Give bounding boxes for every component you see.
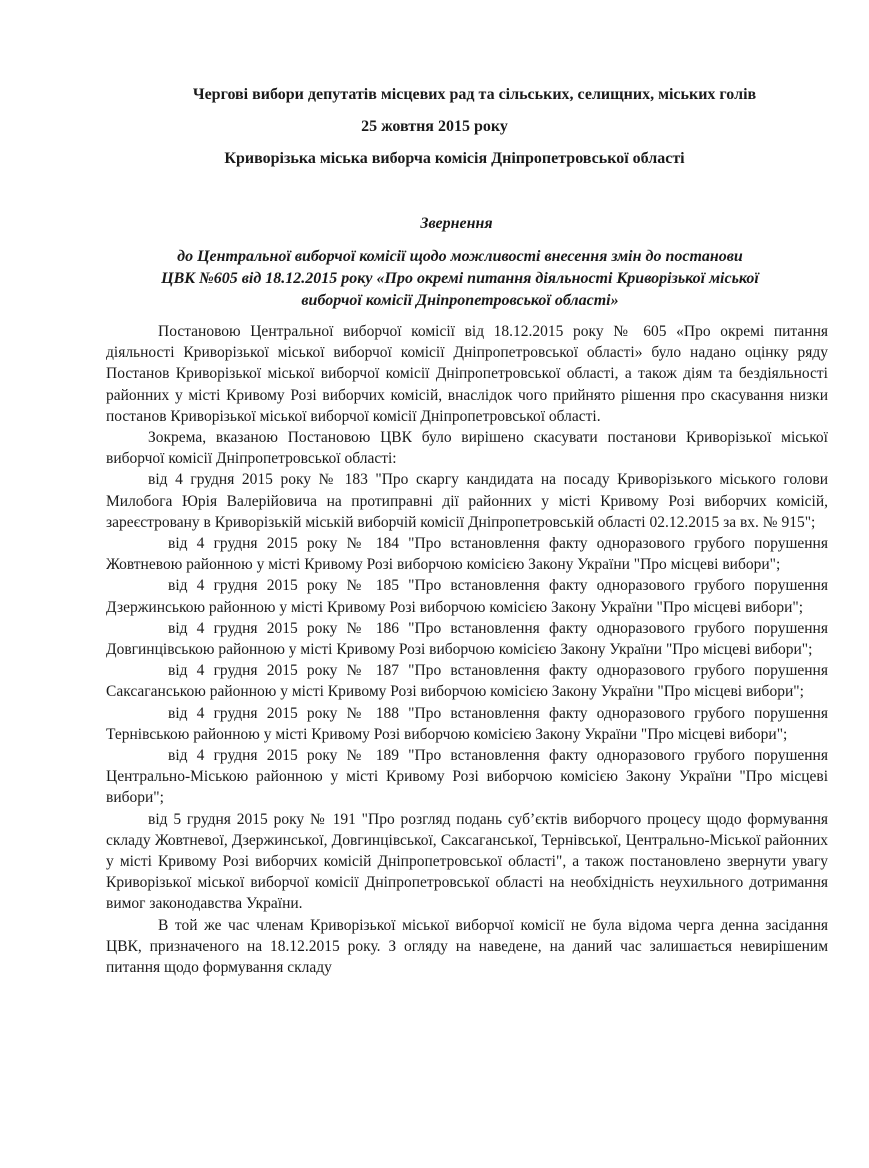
subject-line: ЦВК №605 від 18.12.2015 року «Про окремі питання діяльності Криворізької міської	[161, 270, 759, 287]
election-date: 25 жовтня 2015 року	[361, 118, 508, 135]
list-item: від 4 грудня 2015 року № 187 "Про встановлення факту одноразового грубого порушення Саксаганською районною у місті Кривому Розі виборчою комісією Закону України "Про місцеві вибори";	[106, 662, 828, 701]
paragraph: Зокрема, вказаною Постановою ЦВК було вирішено скасувати постанови Криворізької міської виборчої комісії Дніпропетровської області:	[106, 429, 828, 468]
paragraph: В той же час членам Криворізької міської виборчої комісії не була відома черга денна засідання ЦВК, призначеного на 18.12.2015 року. З огляду на наведене, на даний час залишається невирішеним питання щодо формування складу	[106, 916, 828, 977]
list-item: від 4 грудня 2015 року № 184 "Про встановлення факту одноразового грубого порушення Жовтневою районною у місті Кривому Розі виборчою комісією Закону України "Про місцеві вибори";	[106, 535, 828, 574]
subject-line: виборчої комісії Дніпропетровської області»	[301, 292, 619, 309]
election-title: Чергові вибори депутатів місцевих рад та сільських, селищних, міських голів	[192, 86, 757, 103]
commission-name: Криворізька міська виборча комісія Дніпропетровської області	[224, 150, 685, 167]
list-item: від 4 грудня 2015 року № 188 "Про встановлення факту одноразового грубого порушення Тернівською районною у місті Кривому Розі виборчою комісією Закону України "Про місцеві вибори";	[106, 704, 828, 743]
document-subject	[90, 246, 830, 312]
list-item: від 4 грудня 2015 року № 183 "Про скаргу кандидата на посаду Криворізького міського голови Милобога Юрія Валерійовича на протиправні дії районних у місті Кривому Розі виборчих комісій, зареєстровану в Криворізькій міській виборчій комісії Дніпропетровській області 02.12.2015 за вх. № 915";	[106, 471, 828, 531]
list-item: від 4 грудня 2015 року № 185 "Про встановлення факту одноразового грубого порушення Дзержинською районною у місті Кривому Розі виборчою комісією Закону України "Про місцеві вибори";	[106, 577, 828, 616]
list-item: від 4 грудня 2015 року № 186 "Про встановлення факту одноразового грубого порушення Довгинцівською районною у місті Кривому Розі виборчою комісією Закону України "Про місцеві вибори";	[106, 619, 828, 659]
subject-line: до Центральної виборчої комісії щодо можливості внесення змін до постанови	[177, 248, 743, 265]
list-item: від 5 грудня 2015 року № 191 "Про розгляд подань суб’єктів виборчого процесу щодо формування складу Жовтневої, Дзержинської, Довгинцівської, Саксаганської, Тернівської, Центрально-Міської районних у місті Кривому Розі виборчих комісій Дніпропетровської області", а також постановлено звернути увагу Криворізької міської виборчої комісії Дніпропетровської області на необхідність неухильного дотримання вимог законодавства України.	[106, 810, 828, 913]
list-item: від 4 грудня 2015 року № 189 "Про встановлення факту одноразового грубого порушення Центрально-Міською районною у місті Кривому Розі виборчою комісією Закону України "Про місцеві вибори";	[106, 747, 828, 807]
document-title: Звернення	[420, 215, 493, 232]
document-body	[106, 321, 828, 978]
paragraph: Постановою Центральної виборчої комісії від 18.12.2015 року № 605 «Про окремі питання діяльності Криворізької міської виборчої комісії Дніпропетровської області» було надано оцінку ряду Постанов Криворізької міської виборчої комісії Дніпропетровської області, а також діям та бездіяльності районних у місті Кривому Розі виборчих комісій, внаслідок чого прийнято рішення про скасування низки постанов Криворізької міської виборчої комісії Дніпропетровської області.	[106, 323, 828, 425]
